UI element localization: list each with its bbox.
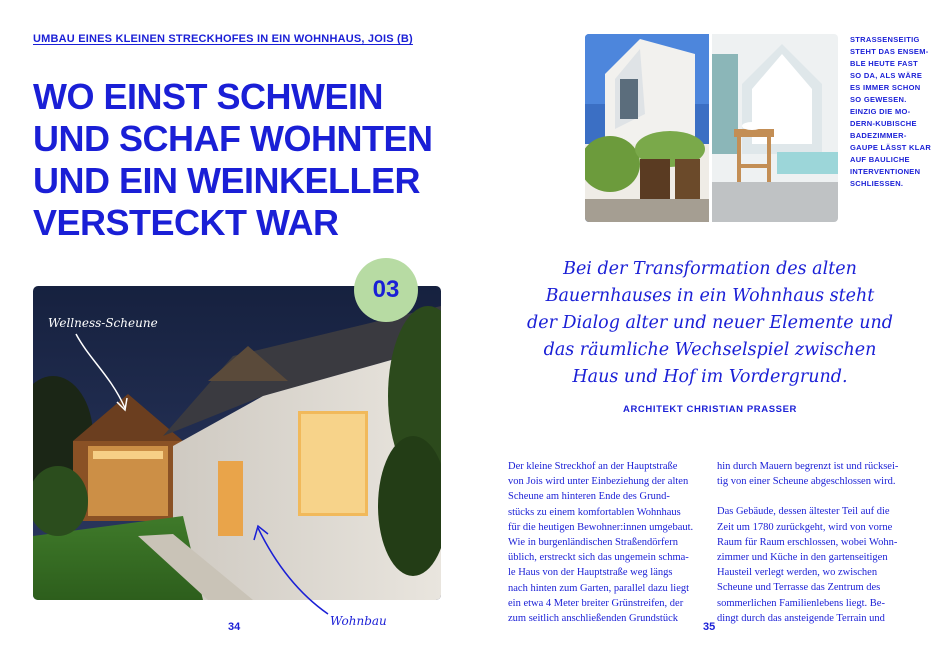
quote-author: ARCHITEKT CHRISTIAN PRASSER	[622, 404, 797, 415]
body-line: dingt durch das ansteigende Terrain und	[717, 612, 885, 624]
headline-line: UND SCHAF WOHNTEN	[33, 118, 433, 159]
quote-line: das räumliche Wechselspiel zwischen	[543, 340, 877, 360]
annotation-wellness-barn: Wellness-Scheune	[48, 316, 158, 330]
quote-line: Bei der Transformation des alten	[563, 259, 857, 279]
caption-line: INTERVENTIONEN	[850, 167, 921, 176]
quote-line: der Dialog alter und neuer Elemente und	[527, 313, 893, 333]
body-line: nach hinten zum Garten, parallel dazu liegt	[508, 582, 690, 594]
photo-caption	[850, 34, 930, 190]
body-line: zum seitlich anschließenden Grundstück	[508, 613, 678, 625]
paragraph-gap	[717, 489, 917, 504]
headline-line: VERSTECKT WAR	[33, 202, 339, 243]
body-line: Hausteil verlegt werden, wo zwischen	[717, 567, 878, 579]
house-exterior-illustration	[585, 34, 709, 222]
caption-line: DERN-KUBISCHE	[850, 119, 917, 128]
photo-bathroom	[712, 34, 838, 222]
pull-quote	[520, 256, 900, 391]
body-line: von Jois wird unter Einbeziehung der alten	[508, 476, 689, 488]
page-number-left: 34	[228, 621, 241, 633]
caption-line: BLE HEUTE FAST	[850, 59, 918, 68]
body-line: Das Gebäude, dessen ältester Teil auf die	[717, 506, 890, 518]
quote-line: Haus und Hof im Vordergrund.	[572, 367, 848, 387]
body-line: für die heutigen Bewohner:innen umgebaut.	[508, 521, 694, 533]
annotation-residence: Wohnbau	[330, 614, 387, 628]
body-line: ein etwa 4 Meter breiter Grünstreifen, der	[508, 597, 684, 609]
body-line: Scheune und Terrasse das Zentrum des	[717, 582, 881, 594]
caption-line: SO DA, ALS WÄRE	[850, 71, 923, 80]
annotation-arrow-icon	[250, 518, 340, 618]
caption-line: SCHLIESSEN.	[850, 179, 904, 188]
body-column-1	[508, 459, 706, 626]
body-line: zimmer und Küche in den gartenseitigen	[717, 552, 888, 564]
caption-line: STEHT DAS ENSEM-	[850, 47, 929, 56]
chapter-number-badge: 03	[354, 258, 418, 322]
body-column-2	[717, 459, 917, 626]
body-line: stücks zu einem komfortablen Wohnhaus	[508, 506, 681, 518]
photo-house-exterior	[585, 34, 709, 222]
page-title	[33, 76, 453, 244]
caption-line: ES IMMER SCHON	[850, 83, 921, 92]
annotation-arrow-icon	[70, 330, 150, 420]
body-line: Der kleine Streckhof an der Hauptstraße	[508, 461, 678, 472]
body-line: Zeit um 1780 zurückgeht, wird von vorne	[717, 521, 893, 533]
body-line: Scheune am hinteren Ende des Grund-	[508, 491, 670, 503]
bathroom-illustration	[712, 34, 838, 222]
body-line: üblich, erstreckt sich das ungemein schma-	[508, 552, 689, 564]
body-line: hin durch Mauern begrenzt ist und rücksei-	[717, 461, 899, 472]
caption-line: EINZIG DIE MO-	[850, 107, 911, 116]
headline-line: UND EIN WEINKELLER	[33, 160, 420, 201]
headline-line: WO EINST SCHWEIN	[33, 76, 383, 117]
caption-line: AUF BAULICHE	[850, 155, 910, 164]
article-kicker: UMBAU EINES KLEINEN STRECKHOFES IN EIN WOHNHAUS, JOIS (B)	[33, 33, 413, 45]
body-line: tig von einer Scheune abgeschlossen wird.	[717, 476, 896, 488]
caption-line: GAUPE LÄSST KLAR	[850, 143, 932, 152]
body-line: Raum für Raum erschlossen, wobei Wohn-	[717, 536, 898, 548]
caption-line: STRASSENSEITIG	[850, 35, 920, 44]
caption-line: SO GEWESEN.	[850, 95, 907, 104]
caption-line: BADEZIMMER-	[850, 131, 907, 140]
quote-line: Bauernhauses in ein Wohnhaus steht	[545, 286, 875, 306]
body-line: le Haus von der Hauptstraße weg längs	[508, 567, 673, 579]
body-line: sommerlichen Familienlebens liegt. Be-	[717, 597, 885, 609]
body-line: Wie in burgenländischen Straßendörfern	[508, 537, 678, 549]
page-number-right: 35	[703, 621, 716, 633]
